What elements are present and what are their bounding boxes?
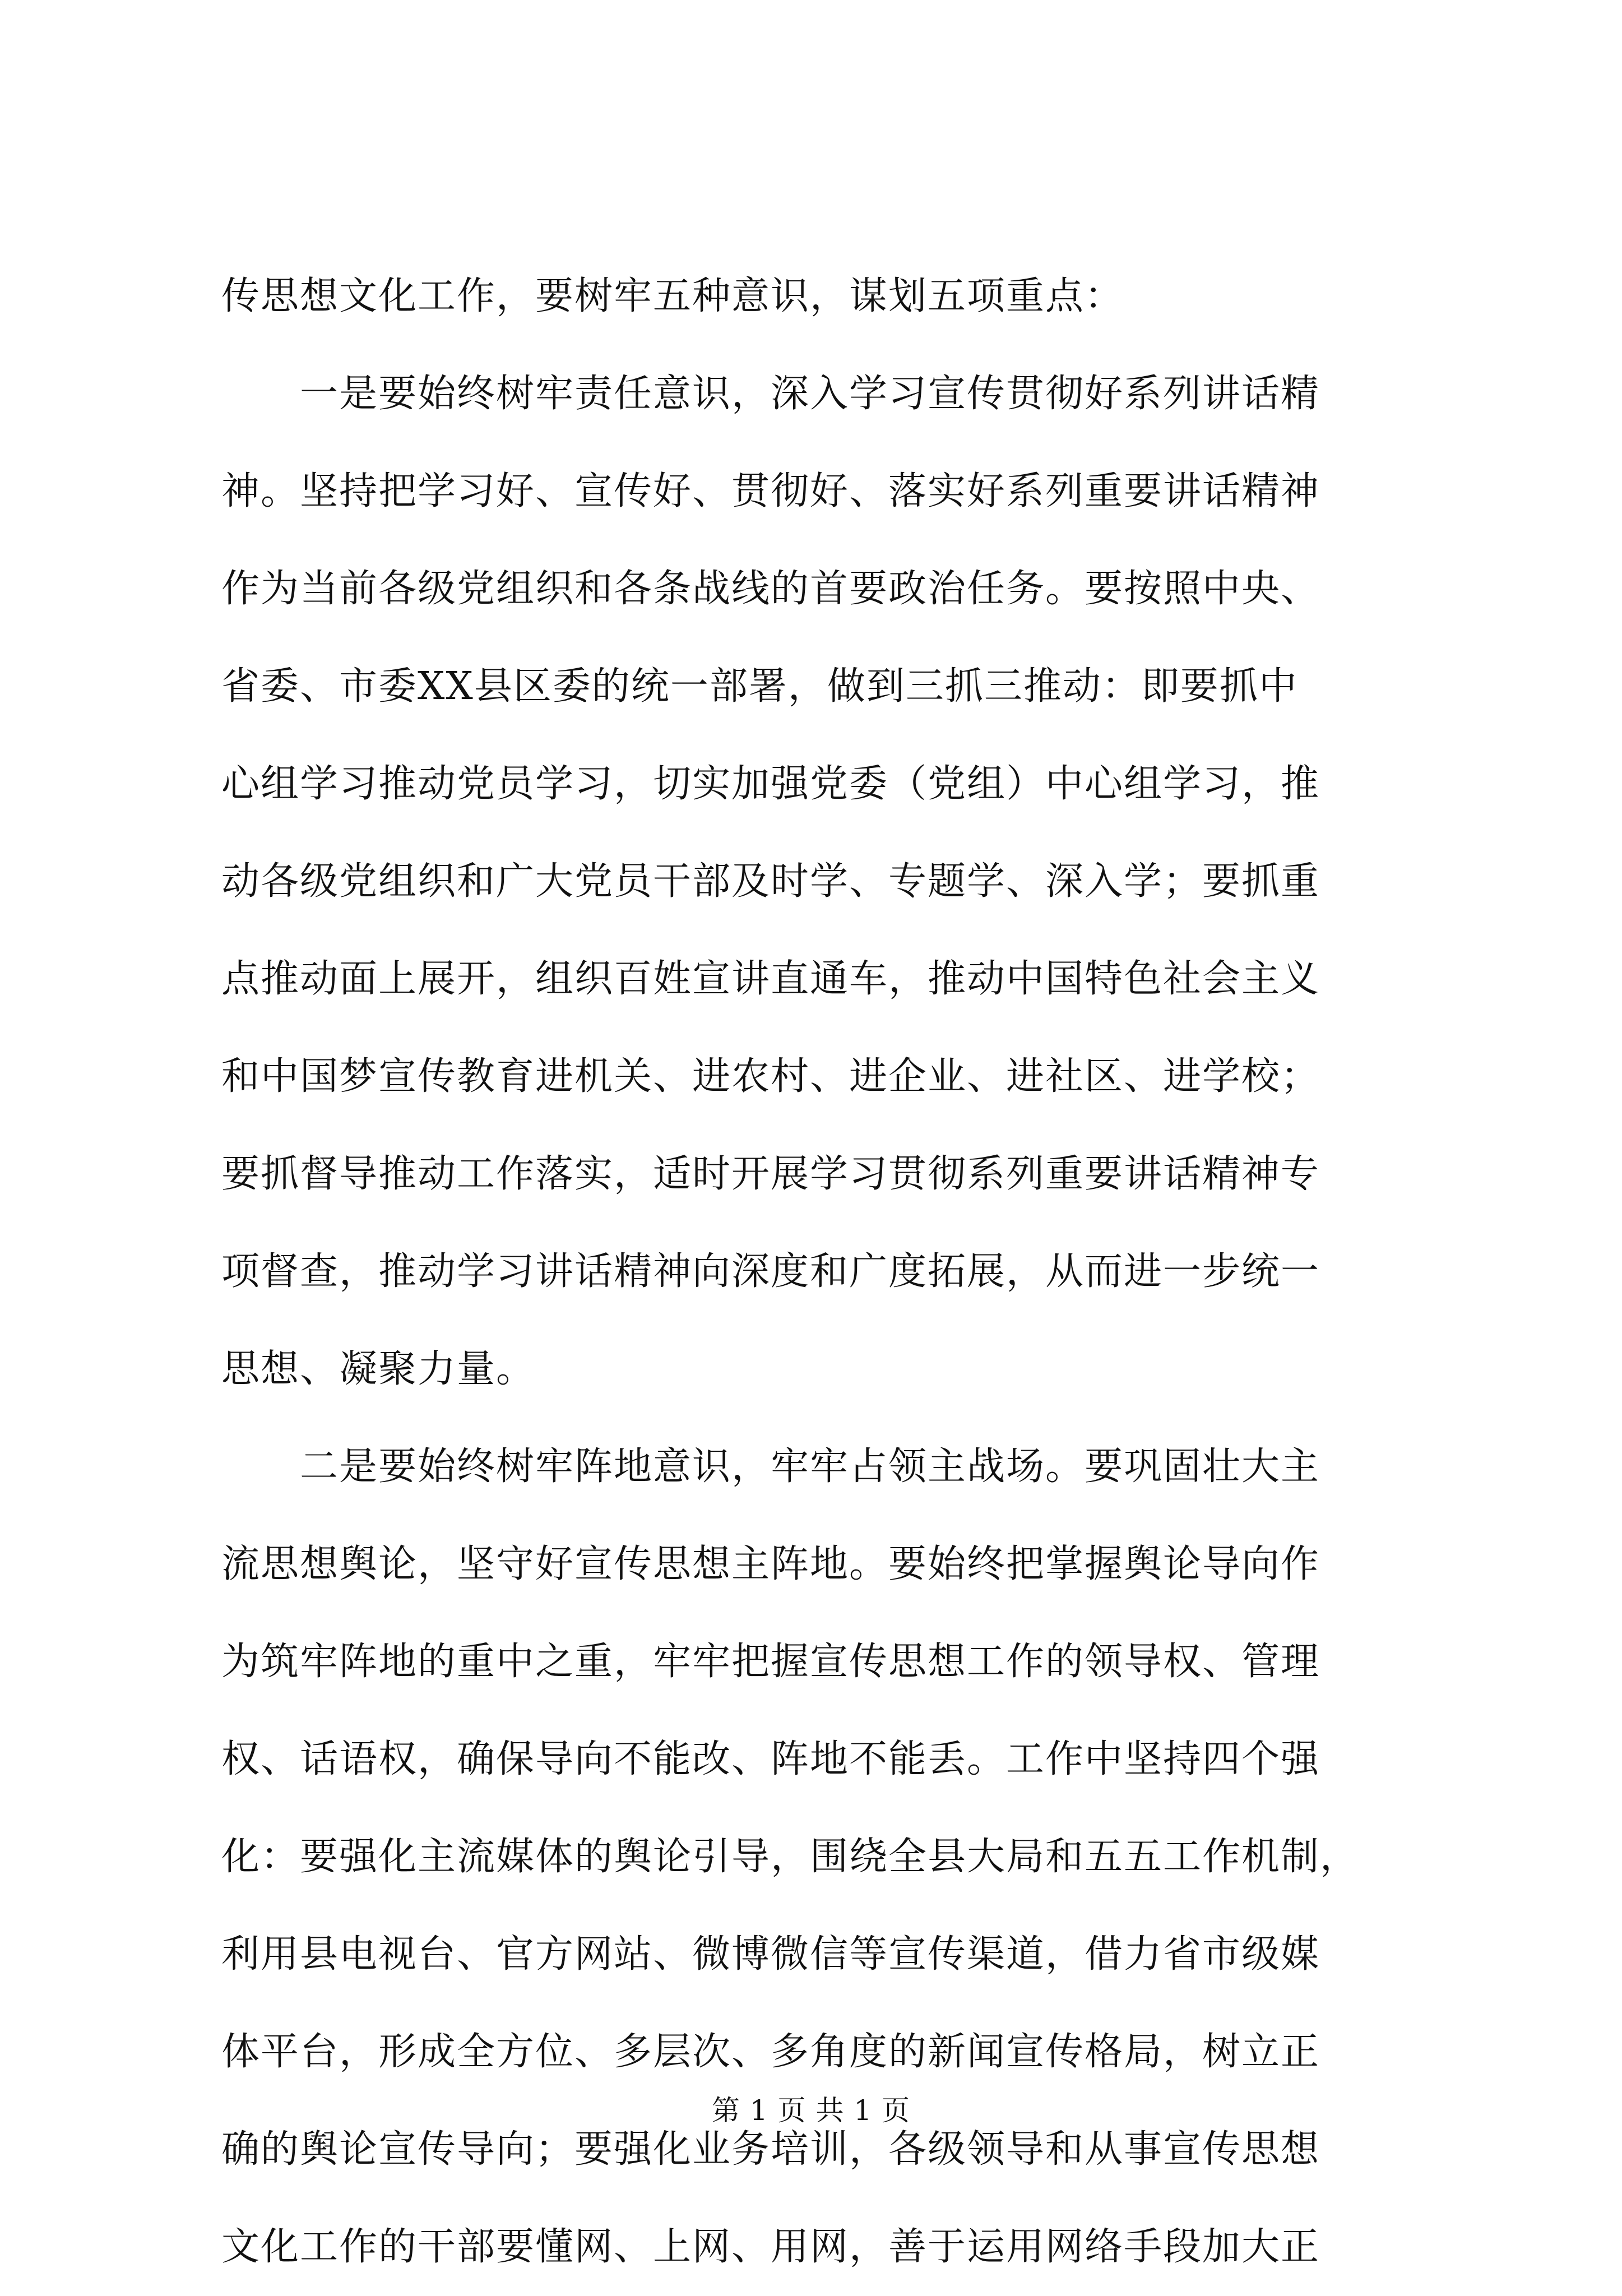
body-text [221, 248, 1421, 2296]
text-line: 省委、市委XX县区委的统一部署，做到三抓三推动：即要抓中 [221, 664, 1298, 709]
page-footer: 第 1 页 共 1 页 [711, 2094, 911, 2127]
text-line: 点推动面上展开，组织百姓宣讲直通车，推动中国特色社会主义 [221, 957, 1320, 1001]
text-line: 传思想文化工作，要树牢五种意识，谋划五项重点： [221, 274, 1124, 318]
text-line: 体平台，形成全方位、多层次、多角度的新闻宣传格局，树立正 [221, 2030, 1320, 2074]
text-line: 二是要始终树牢阵地意识，牢牢占领主战场。要巩固壮大主 [221, 1445, 1320, 1489]
text-line: 作为当前各级党组织和各条战线的首要政治任务。要按照中央、 [221, 567, 1320, 611]
text-line: 心组学习推动党员学习，切实加强党委（党组）中心组学习，推 [221, 762, 1320, 806]
text-line: 化：要强化主流媒体的舆论引导，围绕全县大局和五五工作机制， [221, 1835, 1360, 1879]
text-line: 权、话语权，确保导向不能改、阵地不能丢。工作中坚持四个强 [221, 1737, 1320, 1781]
text-line: 一是要始终树牢责任意识，深入学习宣传贯彻好系列讲话精 [221, 372, 1320, 416]
text-line: 文化工作的干部要懂网、上网、用网，善于运用网络手段加大正 [221, 2225, 1320, 2269]
text-line: 和中国梦宣传教育进机关、进农村、进企业、进社区、进学校； [221, 1054, 1320, 1099]
text-line: 思想、凝聚力量。 [221, 1347, 536, 1391]
text-line: 动各级党组织和广大党员干部及时学、专题学、深入学；要抓重 [221, 859, 1320, 904]
text-line: 项督查，推动学习讲话精神向深度和广度拓展，从而进一步统一 [221, 1249, 1320, 1294]
text-line: 利用县电视台、官方网站、微博微信等宣传渠道，借力省市级媒 [221, 1932, 1320, 1976]
text-line: 流思想舆论，坚守好宣传思想主阵地。要始终把掌握舆论导向作 [221, 1542, 1320, 1586]
text-line: 确的舆论宣传导向；要强化业务培训，各级领导和从事宣传思想 [221, 2127, 1320, 2172]
text-line: 要抓督导推动工作落实，适时开展学习贯彻系列重要讲话精神专 [221, 1152, 1320, 1196]
text-line: 为筑牢阵地的重中之重，牢牢把握宣传思想工作的领导权、管理 [221, 1640, 1320, 1684]
text-line: 神。坚持把学习好、宣传好、贯彻好、落实好系列重要讲话精神 [221, 469, 1320, 513]
